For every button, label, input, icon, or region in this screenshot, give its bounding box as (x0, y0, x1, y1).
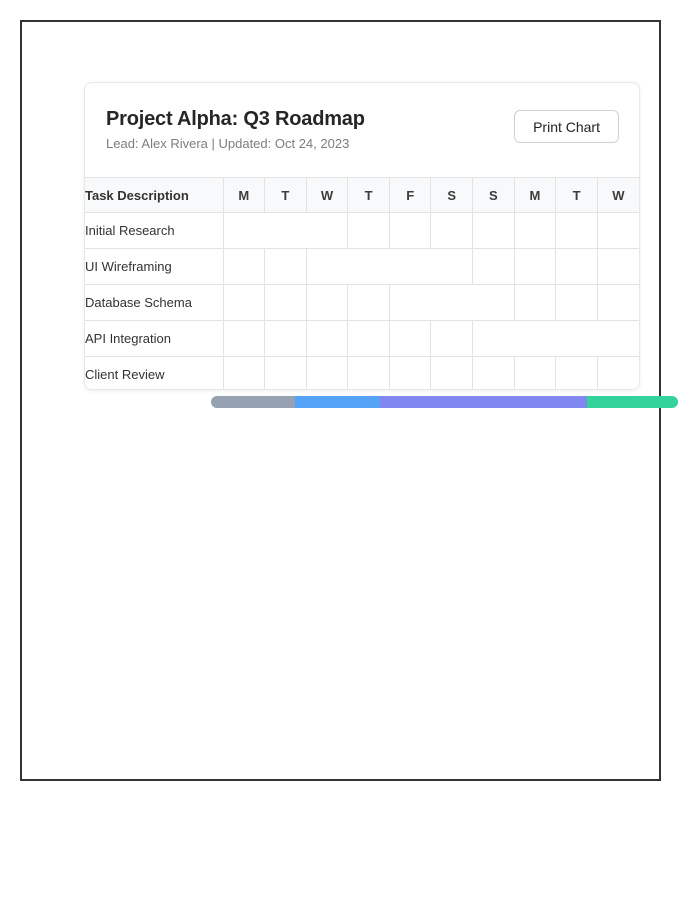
day-header: T (265, 178, 307, 213)
task-bar-cell (223, 213, 348, 249)
table-row (85, 285, 639, 321)
day-cell (473, 213, 515, 249)
page-title: Project Alpha: Q3 Roadmap (106, 108, 365, 130)
day-cell (348, 213, 390, 249)
day-cell (306, 357, 348, 391)
table-row (85, 357, 639, 391)
day-cell (389, 357, 431, 391)
progress-segment-blue (295, 396, 380, 408)
day-header: T (556, 178, 598, 213)
day-cell (265, 321, 307, 357)
day-cell (223, 249, 265, 285)
day-header: W (306, 178, 348, 213)
task-name-cell: Initial Research (85, 213, 223, 249)
table-body (85, 213, 639, 391)
progress-segment-slate (211, 396, 295, 408)
day-cell (597, 213, 639, 249)
day-cell (306, 321, 348, 357)
table-row (85, 249, 639, 285)
roadmap-card (84, 82, 640, 390)
header-text-block (106, 107, 365, 151)
day-cell (556, 357, 598, 391)
day-cell (556, 213, 598, 249)
page-subtitle: Lead: Alex Rivera | Updated: Oct 24, 2023 (106, 136, 350, 151)
day-header: T (348, 178, 390, 213)
day-cell (431, 357, 473, 391)
progress-bar (211, 396, 678, 408)
task-description-header: Task Description (85, 178, 223, 213)
day-cell (223, 285, 265, 321)
task-name-cell: UI Wireframing (85, 249, 223, 285)
day-header: F (389, 178, 431, 213)
progress-segment-indigo (380, 396, 587, 408)
day-cell (556, 285, 598, 321)
day-cell (223, 321, 265, 357)
day-cell (348, 285, 390, 321)
print-chart-button[interactable]: Print Chart (514, 110, 619, 143)
progress-segment-green (587, 396, 678, 408)
day-cell (223, 357, 265, 391)
day-cell (265, 249, 307, 285)
day-cell (306, 285, 348, 321)
day-cell (431, 213, 473, 249)
day-cell (556, 249, 598, 285)
day-cell (389, 321, 431, 357)
table-row (85, 321, 639, 357)
day-cell (597, 357, 639, 391)
day-header: S (431, 178, 473, 213)
day-header: M (223, 178, 265, 213)
day-cell (389, 213, 431, 249)
day-cell (514, 357, 556, 391)
task-bar-cell (473, 321, 639, 357)
task-name-cell: API Integration (85, 321, 223, 357)
day-header: M (514, 178, 556, 213)
day-cell (265, 285, 307, 321)
table-header-row (85, 178, 639, 213)
day-header: S (473, 178, 515, 213)
task-name-cell: Client Review (85, 357, 223, 391)
day-cell (597, 249, 639, 285)
day-cell (265, 357, 307, 391)
day-cell (514, 213, 556, 249)
day-cell (514, 249, 556, 285)
day-cell (348, 321, 390, 357)
day-cell (431, 321, 473, 357)
day-cell (473, 357, 515, 391)
task-bar-cell (389, 285, 514, 321)
day-cell (348, 357, 390, 391)
task-bar-cell (306, 249, 472, 285)
day-cell (514, 285, 556, 321)
roadmap-table (85, 177, 639, 390)
day-header: W (597, 178, 639, 213)
day-cell (597, 285, 639, 321)
day-cell (473, 249, 515, 285)
table-row (85, 213, 639, 249)
card-header (85, 83, 639, 177)
task-name-cell: Database Schema (85, 285, 223, 321)
